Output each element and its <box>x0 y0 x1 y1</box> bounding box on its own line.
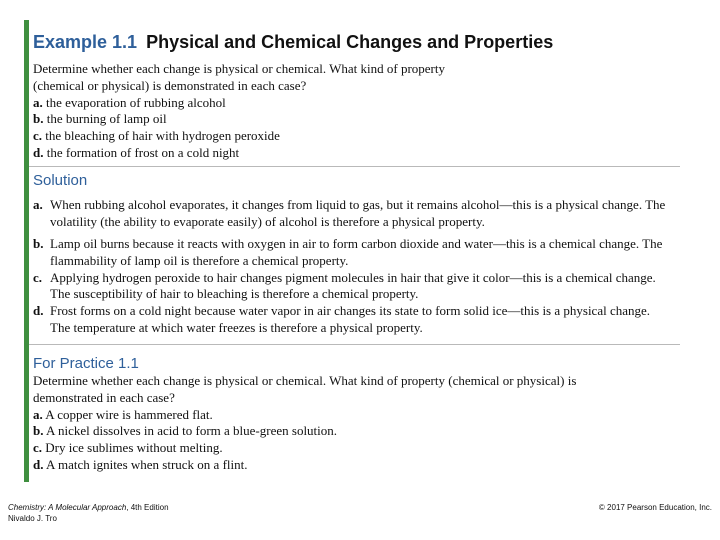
item-text: Dry ice sublimes without melting. <box>45 440 223 456</box>
item-label: d. <box>33 144 44 160</box>
list-item <box>33 111 445 128</box>
prompt-line: demonstrated in each case? <box>33 389 175 405</box>
footer-citation <box>8 502 169 524</box>
prompt-line: (chemical or physical) is demonstrated in each case? <box>33 77 307 93</box>
solution-item-a <box>33 197 673 231</box>
item-text: the bleaching of hair with hydrogen peroxide <box>45 128 280 144</box>
prompt-line: Determine whether each change is physical or chemical. What kind of property (chemical or physical) is <box>33 373 577 388</box>
solution-items-bcd <box>33 236 673 337</box>
book-author: Nivaldo J. Tro <box>8 514 57 523</box>
book-title: Chemistry: A Molecular Approach <box>8 503 127 512</box>
section-divider <box>29 344 680 345</box>
example-question <box>33 61 445 162</box>
item-label: b. <box>33 236 44 251</box>
solution-item-b <box>33 236 673 270</box>
item-label: a. <box>33 406 43 422</box>
solution-item-c <box>33 270 673 304</box>
item-text: When rubbing alcohol evaporates, it changes from liquid to gas, but it remains alcohol—this is a physical change. The volatility (the ability to evaporate easily) of alcohol is therefore a physical property. <box>50 197 666 229</box>
item-text: Applying hydrogen peroxide to hair changes pigment molecules in hair that give it color—this is a chemical change. The susceptibility of hair to bleaching is therefore a chemical property. <box>50 269 656 302</box>
list-item <box>33 440 576 457</box>
item-label: c. <box>33 440 43 456</box>
item-text: Frost forms on a cold night because water vapor in air changes its state to form solid ice—this is a physical change. The temperature at which water freezes is therefore a physical property. <box>50 303 651 335</box>
item-label: a. <box>33 197 43 212</box>
list-item <box>33 95 445 112</box>
list-item <box>33 423 576 440</box>
item-text: Lamp oil burns because it reacts with oxygen in air to form carbon dioxide and water—this is a chemical change. The flammability of lamp oil is therefore a chemical property. <box>50 236 663 268</box>
example-number: Example 1.1 <box>33 32 138 52</box>
example-title <box>33 32 553 53</box>
section-divider <box>29 166 680 167</box>
item-label: c. <box>33 128 43 144</box>
accent-bar <box>24 20 29 482</box>
item-label: d. <box>33 456 44 472</box>
item-text: the burning of lamp oil <box>46 111 167 127</box>
item-label: b. <box>33 111 44 127</box>
item-label: b. <box>33 423 44 439</box>
item-label: c. <box>33 269 43 285</box>
item-text: A match ignites when struck on a flint. <box>46 456 248 472</box>
item-label: a. <box>33 94 43 110</box>
prompt-line: Determine whether each change is physical or chemical. What kind of property <box>33 61 445 76</box>
book-edition: , 4th Edition <box>126 503 169 512</box>
footer-copyright: © 2017 Pearson Education, Inc. <box>598 503 712 512</box>
list-item <box>33 407 576 424</box>
item-text: A copper wire is hammered flat. <box>45 406 213 422</box>
practice-heading: For Practice 1.1 <box>33 355 139 372</box>
item-text: the formation of frost on a cold night <box>46 144 240 160</box>
solution-heading: Solution <box>33 172 88 189</box>
example-name: Physical and Chemical Changes and Properties <box>146 32 554 52</box>
list-item <box>33 457 576 474</box>
practice-question <box>33 373 576 474</box>
list-item <box>33 128 445 145</box>
item-text: A nickel dissolves in acid to form a blue-green solution. <box>46 423 338 439</box>
item-text: the evaporation of rubbing alcohol <box>46 94 226 110</box>
list-item <box>33 145 445 162</box>
solution-item-d <box>33 303 673 337</box>
item-label: d. <box>33 303 44 319</box>
